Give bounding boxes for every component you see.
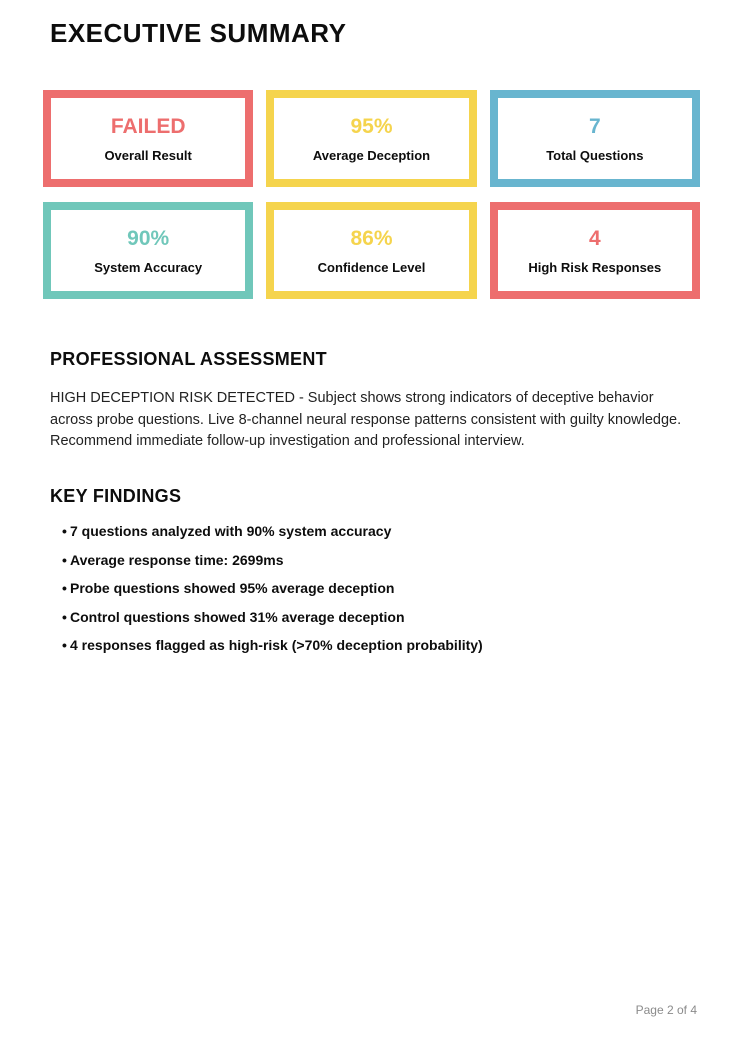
page-title: EXECUTIVE SUMMARY <box>50 18 347 48</box>
stat-card-average-deception <box>266 90 476 187</box>
finding-text: Probe questions showed 95% average deception <box>70 580 395 596</box>
finding-text: 4 responses flagged as high-risk (>70% deception probability) <box>70 637 483 653</box>
findings-heading: KEY FINDINGS <box>50 486 182 506</box>
bullet-icon: • <box>62 523 67 539</box>
stat-card-total-questions <box>490 90 700 187</box>
bullet-icon: • <box>62 551 67 568</box>
stat-card-confidence-level <box>266 202 476 299</box>
stat-label: Confidence Level <box>317 259 426 275</box>
stat-value: FAILED <box>110 114 186 138</box>
stat-label: Overall Result <box>104 147 192 163</box>
finding-item <box>50 610 690 625</box>
stat-card-system-accuracy <box>43 202 253 299</box>
stat-value: 7 <box>588 114 601 138</box>
stat-value: 90% <box>127 226 170 250</box>
stat-label: Average Deception <box>312 147 431 163</box>
finding-item <box>50 581 690 596</box>
finding-text: Average response time: 2699ms <box>70 551 284 568</box>
stat-value: 4 <box>588 226 601 250</box>
finding-text: 7 questions analyzed with 90% system accuracy <box>70 523 392 539</box>
assessment-body-text: HIGH DECEPTION RISK DETECTED - Subject shows strong indicators of deceptive behavior across probe questions. Live 8-channel neural response patterns consistent with guilty knowledge. Recommend immediate follow-up investigation and professional interview. <box>50 390 682 449</box>
finding-item <box>50 638 690 653</box>
findings-list <box>50 524 690 667</box>
assessment-heading: PROFESSIONAL ASSESSMENT <box>50 349 327 369</box>
summary-cards-grid <box>43 90 700 299</box>
stat-value: 86% <box>350 226 393 250</box>
bullet-icon: • <box>62 637 67 653</box>
finding-item <box>50 553 690 568</box>
stat-card-high-risk-responses <box>490 202 700 299</box>
finding-item <box>50 524 690 539</box>
stat-card-overall-result <box>43 90 253 187</box>
stat-label: System Accuracy <box>94 259 203 275</box>
bullet-icon: • <box>62 580 67 596</box>
bullet-icon: • <box>62 608 67 625</box>
page-number: Page 2 of 4 <box>635 1003 697 1017</box>
finding-text: Control questions showed 31% average deception <box>70 608 405 625</box>
stat-value: 95% <box>350 114 393 138</box>
stat-label: High Risk Responses <box>528 259 662 275</box>
stat-label: Total Questions <box>546 147 644 163</box>
